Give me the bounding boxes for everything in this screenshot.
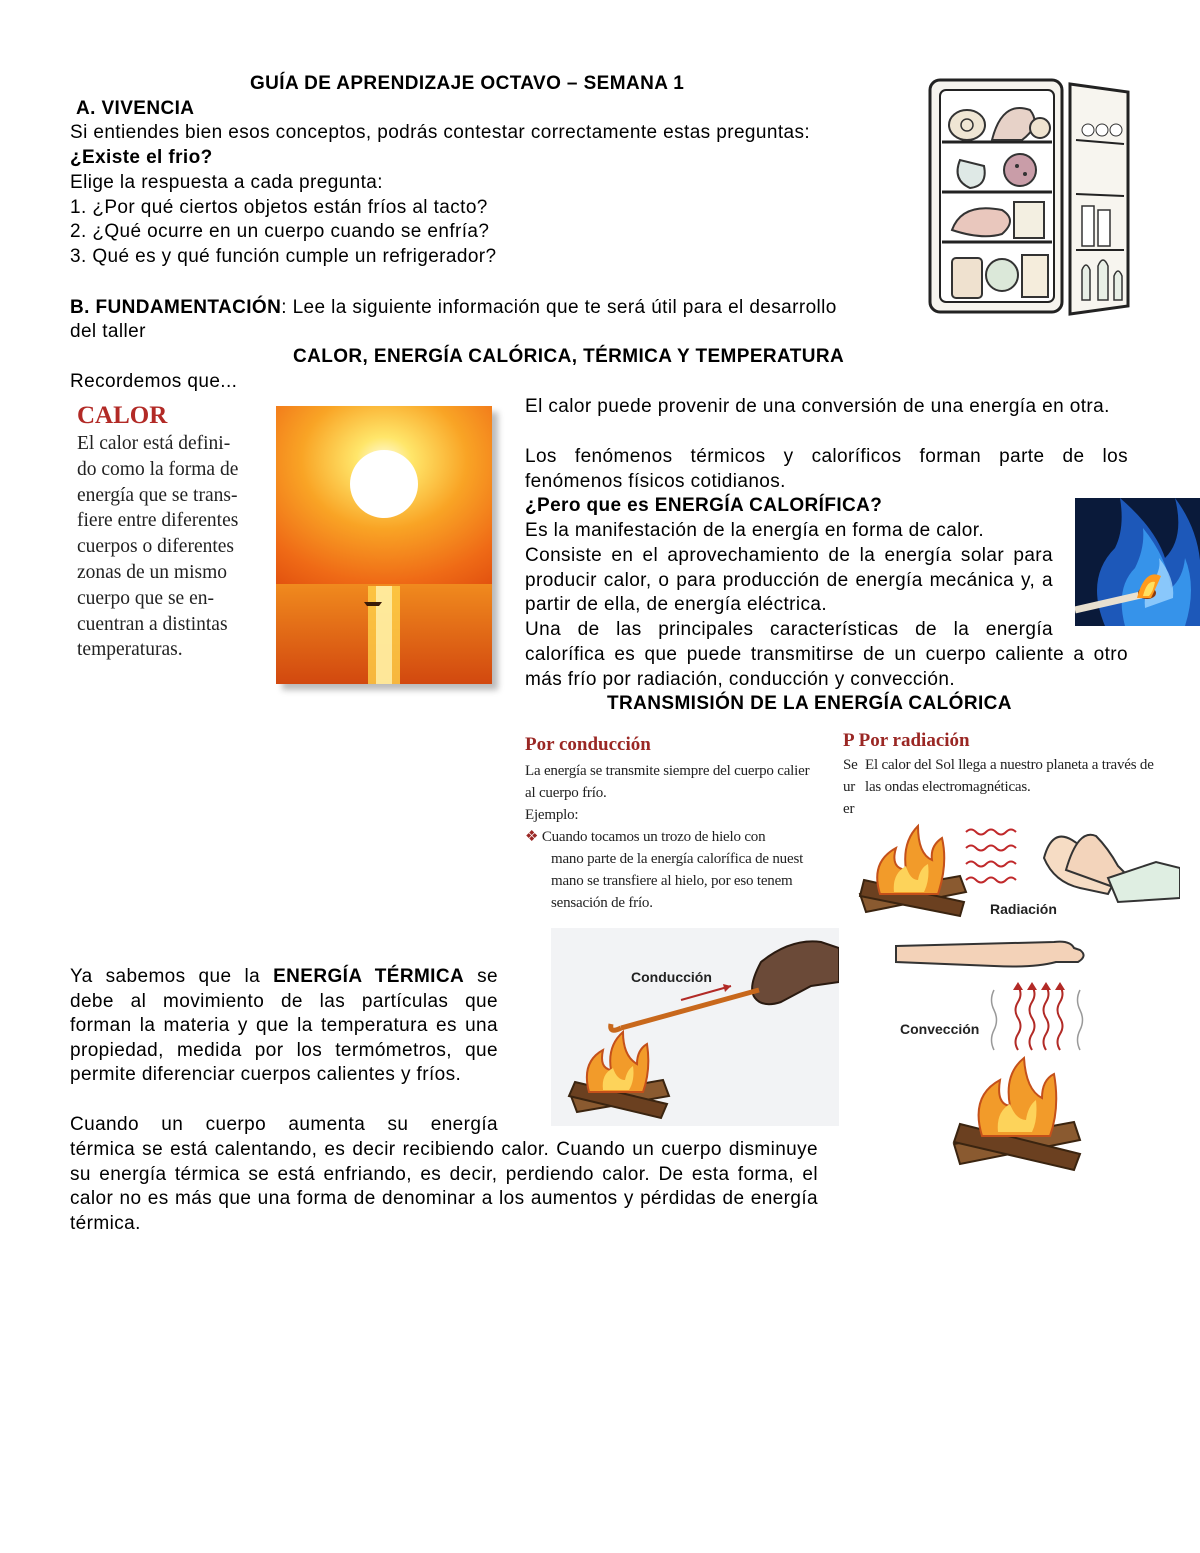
conduction-diagram: [551, 928, 839, 1126]
radiation-campfire-hands: [856, 818, 1180, 922]
termica-p2-rest: térmica se está calentando, es decir recibiendo calor. Cuando un cuerpo disminuye su energía térmica se está enfriando, es decir, perdiendo calor. De esta forma, el calor no es más que una forma de denominar a los aumentos y pérdidas de energía térmica.: [70, 1139, 818, 1234]
paragraph-fenomenos: Los fenómenos térmicos y caloríficos forman parte de los fenómenos físicos cotidianos.: [525, 446, 1128, 492]
paragraph-caracteristicas-1: Una de las principales características de la energía: [525, 619, 1053, 640]
calor-line: El calor está defini-: [77, 433, 231, 454]
radiacion-text: [865, 754, 1200, 798]
ejemplo-line: Cuando tocamos un trozo de hielo con: [541, 829, 766, 845]
calor-line: cuerpos o diferentes: [77, 536, 235, 558]
burning-match-photo: [1075, 498, 1200, 626]
transmision-title: TRANSMISIÓN DE LA ENERGÍA CALÓRICA: [607, 693, 1012, 714]
question-3: 3. Qué es y qué función cumple un refrigerador?: [70, 246, 497, 267]
section-title: CALOR, ENERGÍA CALÓRICA, TÉRMICA Y TEMPERATURA: [293, 346, 845, 367]
fundamentacion-line2: del taller: [70, 321, 146, 342]
sunset-photo: [276, 406, 492, 684]
conduccion-line: al cuerpo frío.: [525, 785, 607, 801]
section-b-heading: B. FUNDAMENTACIÓN: [70, 297, 282, 318]
radiacion-cut-text: [843, 754, 863, 820]
ejemplo-line: sensación de frío.: [551, 895, 653, 911]
convection-diagram: [884, 940, 1096, 1172]
radiacion-cut: er: [843, 801, 855, 817]
convection-campfire-hand: [884, 940, 1096, 1172]
calor-line: fiere entre diferentes: [77, 510, 239, 532]
question-2: 2. ¿Qué ocurre en un cuerpo cuando se enfría?: [70, 221, 490, 242]
termica-bold: ENERGÍA TÉRMICA: [273, 966, 465, 987]
instruction: Elige la respuesta a cada pregunta:: [70, 172, 383, 193]
fundamentacion-text: : Lee la siguiente información que te será útil para el desarrollo: [281, 297, 837, 318]
calor-line: energía que se trans-: [77, 484, 238, 506]
ejemplo-label: Ejemplo:: [525, 807, 579, 823]
ejemplo-line: mano parte de la energía calorífica de nuest: [551, 851, 804, 867]
refrigerator-illustration: [922, 70, 1140, 320]
calor-title: CALOR: [77, 402, 168, 429]
radiacion-cut: Se: [843, 757, 858, 773]
fundamentacion-line1: [70, 296, 910, 321]
ejemplo-line: mano se transfiere al hielo, por eso tenem: [551, 873, 793, 889]
radiacion-title: Por radiación: [858, 730, 970, 751]
ejemplo-item: [525, 826, 839, 848]
energia-calorifica-question: ¿Pero que es ENERGÍA CALORÍFICA?: [525, 495, 883, 516]
calor-definition: [77, 431, 267, 663]
paragraph-manifestacion: Es la manifestación de la energía en forma de calor.: [525, 520, 985, 541]
conduccion-label: Conducción: [631, 969, 712, 985]
termica-p2-line1: Cuando un cuerpo aumenta su energía: [70, 1114, 498, 1135]
termica-post: se debe al movimiento de las partículas que forman la materia y que la temperatura es una propiedad, medida por los termómetros, que permite diferenciar cuerpos calientes y fríos.: [70, 966, 498, 1086]
radiacion-label: Radiación: [990, 901, 1057, 917]
radiacion-cut: ur: [843, 779, 856, 795]
paragraph-aprovechamiento: Consiste en el aprovechamiento de la energía solar para producir calor, o para producción de energía mecánica y, a partir de ella, de energía eléctrica.: [525, 545, 1053, 616]
conduccion-title: Por conducción: [525, 734, 651, 755]
radiacion-line: las ondas electromagnéticas.: [865, 779, 1031, 795]
calor-line: do como la forma de: [77, 458, 239, 480]
conduction-campfire-rod: [551, 928, 839, 1126]
radiacion-title-row: [843, 730, 970, 752]
section-a-heading: A. VIVENCIA: [76, 98, 195, 119]
calor-line: cuentran a distintas: [77, 613, 228, 635]
calor-line: cuerpo que se en-: [77, 587, 214, 609]
question-title: ¿Existe el frio?: [70, 147, 213, 168]
page-title: GUÍA DE APRENDIZAJE OCTAVO – SEMANA 1: [250, 73, 685, 94]
termica-pre: Ya sabemos que la: [70, 966, 274, 987]
radiation-diagram: [856, 818, 1180, 922]
calor-line: zonas de un mismo: [77, 561, 228, 583]
termica-paragraph: [70, 965, 498, 1088]
question-1: 1. ¿Por qué ciertos objetos están fríos al tacto?: [70, 197, 488, 218]
radiacion-line: El calor del Sol llega a nuestro planeta a través de: [865, 757, 1154, 773]
paragraph-conversion: El calor puede provenir de una conversión de una energía en otra.: [525, 396, 1110, 417]
conduccion-text: [525, 760, 839, 914]
vivencia-intro: Si entiendes bien esos conceptos, podrás contestar correctamente estas preguntas:: [70, 122, 811, 143]
radiacion-prefix: P: [843, 730, 855, 751]
conveccion-label: Convección: [900, 1021, 980, 1037]
conduccion-line: La energía se transmite siempre del cuerpo calier: [525, 763, 810, 779]
recordemos: Recordemos que...: [70, 371, 238, 392]
calor-line: temperaturas.: [77, 639, 183, 661]
bullet-icon: ❖: [525, 829, 539, 845]
paragraph-caracteristicas-2: calorífica es que puede transmitirse de un cuerpo caliente a otro más frío por radiación, conducción y convección.: [525, 644, 1128, 690]
